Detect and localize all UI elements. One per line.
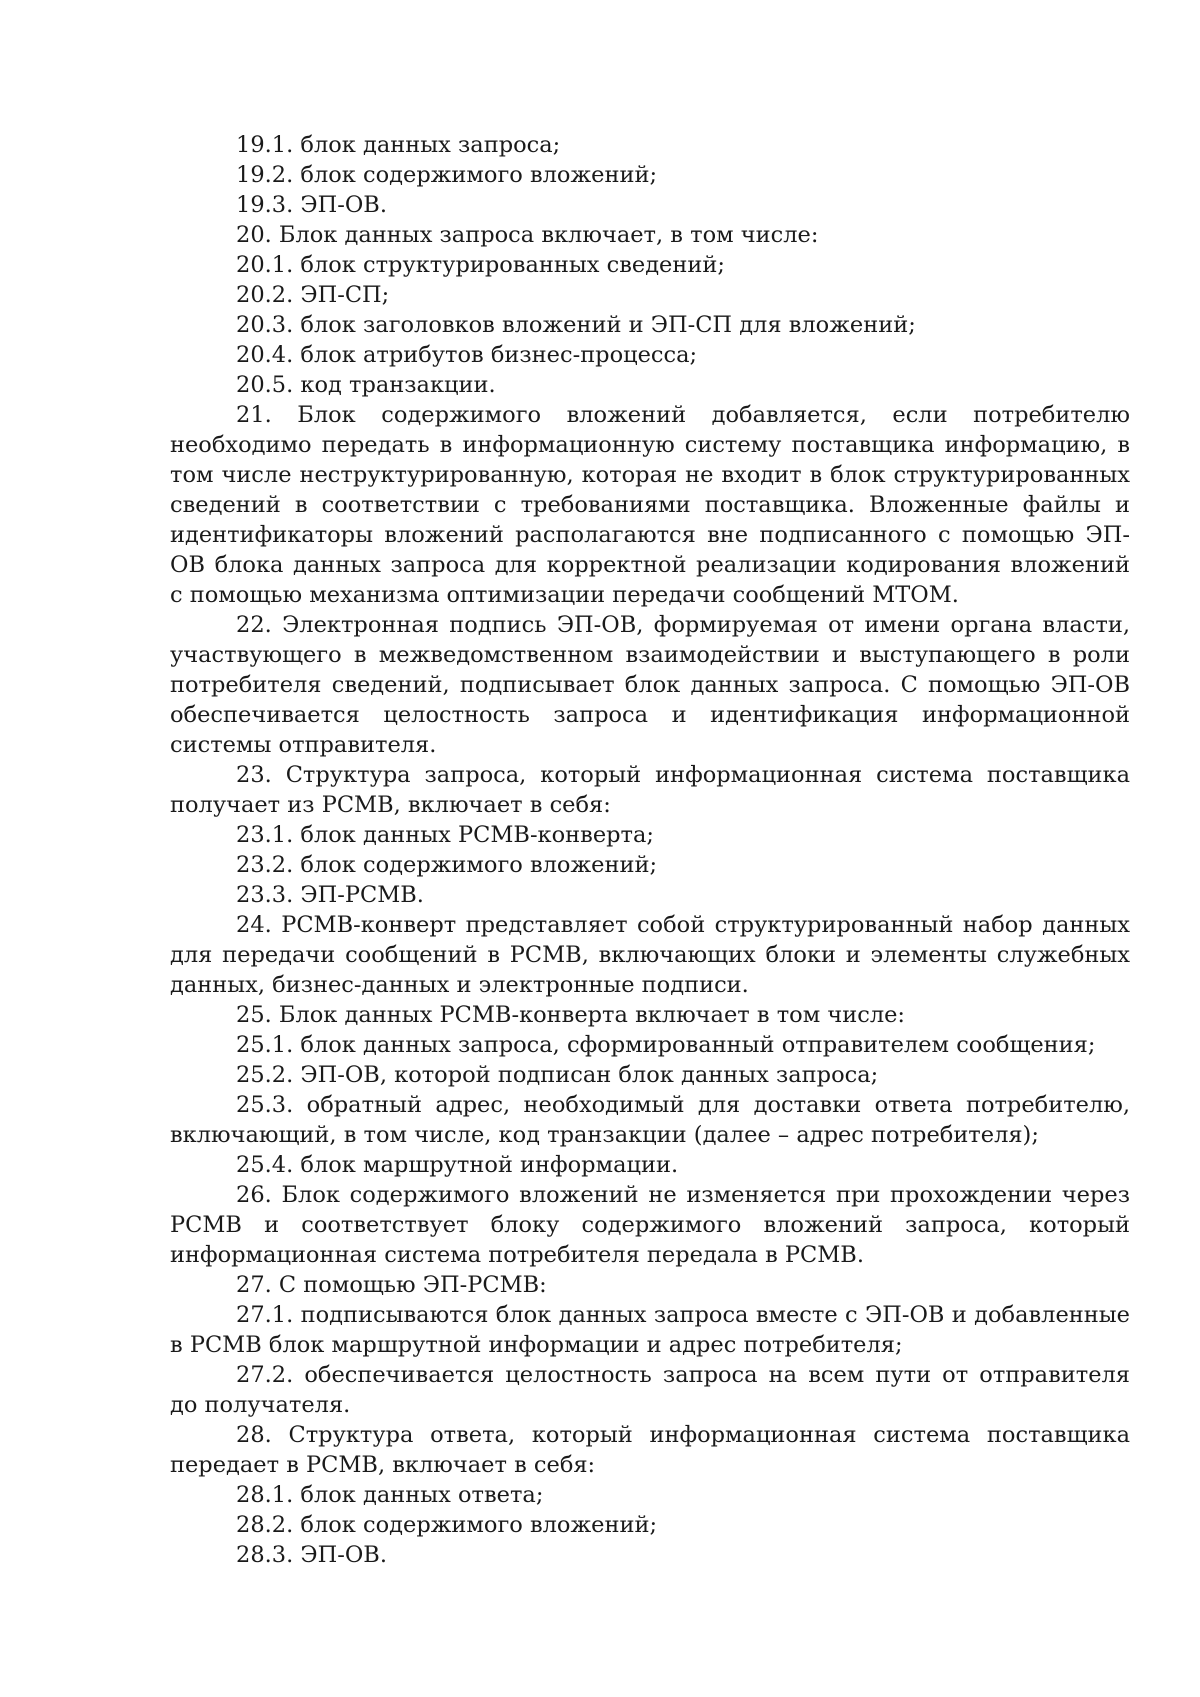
paragraph: 25. Блок данных РСМВ-конверта включает в том числе: <box>236 1002 906 1028</box>
paragraph: 28.1. блок данных ответа; <box>236 1482 544 1508</box>
paragraph: 25.2. ЭП-ОВ, которой подписан блок данных запроса; <box>236 1062 879 1088</box>
paragraph: 24. РСМВ-конверт представляет собой структурированный набор данных для передачи сообщений в РСМВ, включающих блоки и элементы служебных данных, бизнес-данных и электронные подписи. <box>170 912 1130 998</box>
paragraph: 28.2. блок содержимого вложений; <box>236 1512 658 1538</box>
paragraph: 21. Блок содержимого вложений добавляется, если потребителю необходимо передать в информационную систему поставщика информацию, в том числе неструктурированную, которая не входит в блок структурированных сведений в соответствии с требованиями поставщика. Вложенные файлы и идентификаторы вложений располагаются вне подписанного с помощью ЭП-ОВ блока данных запроса для корректной реализации кодирования вложений с помощью механизма оптимизации передачи сообщений MTOM. <box>170 402 1130 608</box>
paragraph: 23.2. блок содержимого вложений; <box>236 852 658 878</box>
paragraph: 28. Структура ответа, который информационная система поставщика передает в РСМВ, включает в себя: <box>170 1422 1130 1478</box>
paragraph: 20.4. блок атрибутов бизнес-процесса; <box>236 342 698 368</box>
paragraph: 27.2. обеспечивается целостность запроса на всем пути от отправителя до получателя. <box>170 1362 1130 1418</box>
paragraph: 23. Структура запроса, который информационная система поставщика получает из РСМВ, включает в себя: <box>170 762 1130 818</box>
paragraph: 20.2. ЭП-СП; <box>236 282 390 308</box>
paragraph: 23.1. блок данных РСМВ-конверта; <box>236 822 654 848</box>
paragraph: 20.3. блок заголовков вложений и ЭП-СП для вложений; <box>236 312 916 338</box>
paragraph: 27. С помощью ЭП-РСМВ: <box>236 1272 547 1298</box>
paragraph: 25.3. обратный адрес, необходимый для доставки ответа потребителю, включающий, в том числе, код транзакции (далее – адрес потребителя); <box>170 1092 1130 1148</box>
paragraph: 26. Блок содержимого вложений не изменяется при прохождении через РСМВ и соответствует блоку содержимого вложений запроса, который информационная система потребителя передала в РСМВ. <box>170 1182 1130 1268</box>
paragraph: 22. Электронная подпись ЭП-ОВ, формируемая от имени органа власти, участвующего в межведомственном взаимодействии и выступающего в роли потребителя сведений, подписывает блок данных запроса. С помощью ЭП-ОВ обеспечивается целостность запроса и идентификация информационной системы отправителя. <box>170 612 1130 758</box>
paragraph: 28.3. ЭП-ОВ. <box>236 1542 387 1568</box>
paragraph: 20. Блок данных запроса включает, в том числе: <box>236 222 819 248</box>
paragraph: 19.3. ЭП-ОВ. <box>236 192 387 218</box>
document-body <box>170 130 1130 1570</box>
paragraph: 20.5. код транзакции. <box>236 372 496 398</box>
paragraph: 25.4. блок маршрутной информации. <box>236 1152 679 1178</box>
paragraph: 19.2. блок содержимого вложений; <box>236 162 658 188</box>
paragraph: 25.1. блок данных запроса, сформированный отправителем сообщения; <box>236 1032 1096 1058</box>
paragraph: 27.1. подписываются блок данных запроса вместе с ЭП-ОВ и добавленные в РСМВ блок маршрутной информации и адрес потребителя; <box>170 1302 1130 1358</box>
paragraph: 20.1. блок структурированных сведений; <box>236 252 725 278</box>
paragraph: 19.1. блок данных запроса; <box>236 132 561 158</box>
paragraph: 23.3. ЭП-РСМВ. <box>236 882 424 908</box>
